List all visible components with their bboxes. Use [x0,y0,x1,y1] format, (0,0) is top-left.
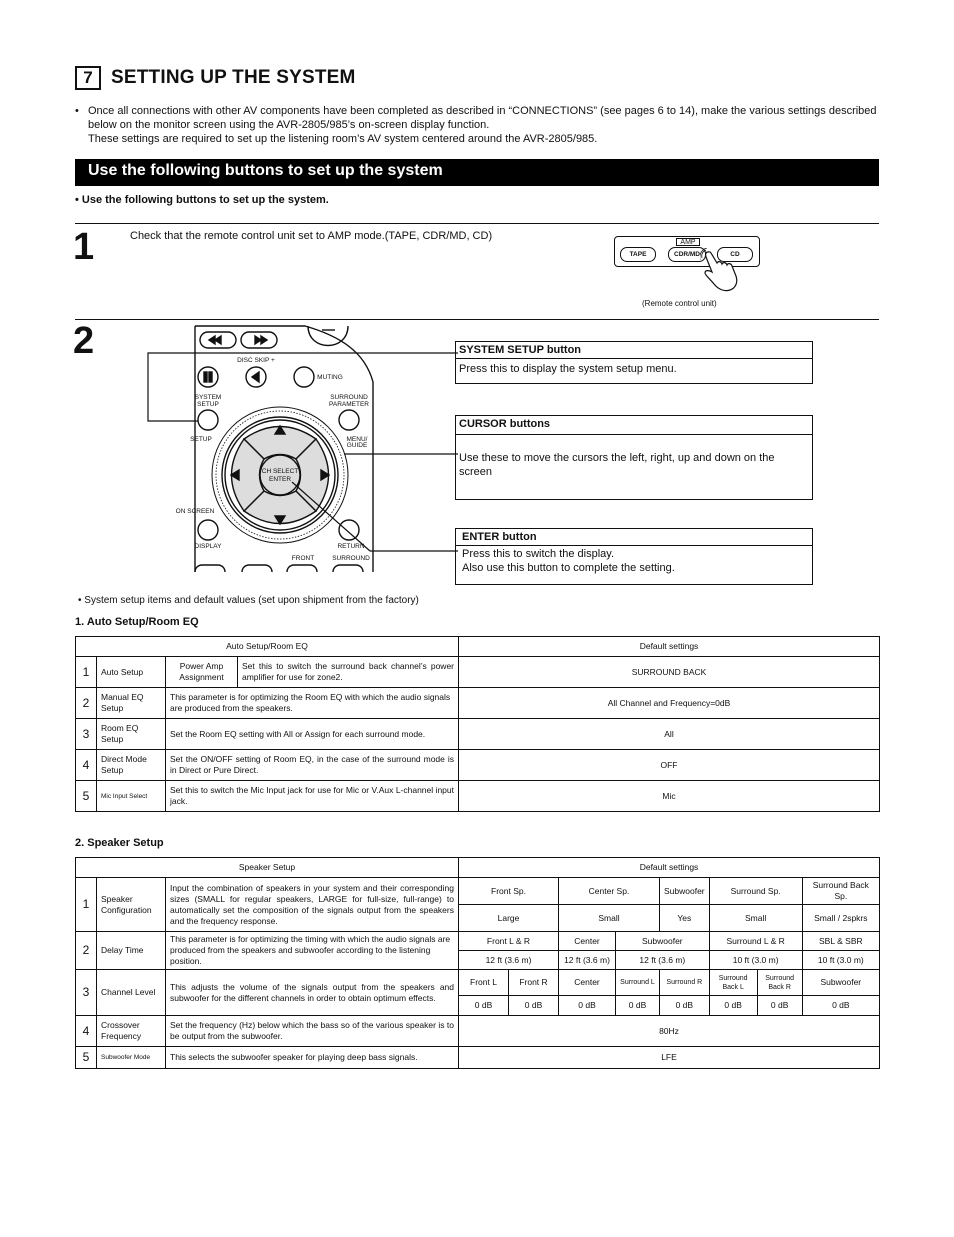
table-header [76,637,880,657]
display-label: DISPLAY [194,543,222,550]
ch-select-label: CH SELECT [261,468,299,475]
row-name: Delay Time [97,932,166,970]
table-row [76,1047,880,1069]
cd-button: CD [717,247,753,262]
on-screen-label: ON SCREEN [175,508,215,515]
cell-header: SBL & SBR [802,932,879,951]
disc-skip-label: DISC SKIP + [237,357,275,364]
row-description: Set the Room EQ setting with All or Assign for each surround mode. [166,719,459,750]
intro-line-1: Once all connections with other AV components have been completed as described in “CONNECTIONS” (see pages 6 to 14), make the various settings described below on the monitor screen using the AVR-2805/985’s on-screen display function. [88,105,877,131]
table-row [76,750,880,781]
defaults-note: • System setup items and default values (set upon shipment from the factory) [78,595,419,606]
row-description: This parameter is for optimizing the Room EQ with which the audio signals are produced from the speakers. [166,688,459,719]
row-description: This adjusts the volume of the signals output from the speakers and subwoofer for the different channels in order to obtain optimum effects. [166,970,459,1016]
row-name: Direct Mode Setup [97,750,166,781]
cell-header: Surround Back Sp. [802,878,879,905]
table-row [76,932,880,951]
section-header [75,66,356,90]
parameter-label: PARAMETER [329,401,369,408]
table-header [76,858,880,878]
row-name: Room EQ Setup [97,719,166,750]
cell-value: 0 dB [616,996,660,1016]
tape-button: TAPE [620,247,656,262]
table-row [76,719,880,750]
table-row [76,878,880,905]
speaker-setup-table [75,857,880,1069]
enter-box-body [456,546,812,578]
step-1-number: 1 [73,226,95,268]
row-name: Auto Setup [97,657,166,688]
setup-button-label: SETUP [190,436,212,443]
table-header-right: Default settings [459,637,880,657]
cell-value: 0 dB [757,996,802,1016]
step-2-number: 2 [73,320,95,362]
row-description: Set this to switch the Mic Input jack for use for Mic or V.Aux L-channel input jack. [166,781,459,812]
cell-value: 12 ft (3.6 m) [459,951,559,970]
row-number: 3 [76,970,97,1016]
enter-box-title: ENTER button [456,529,812,546]
intro-line-2: These settings are required to set up the listening room’s AV system centered around the AVR-2805/985. [88,133,598,145]
row-number: 5 [76,1047,97,1069]
row-default: 80Hz [459,1016,880,1047]
table-row [76,657,880,688]
row-name: Subwoofer Mode [97,1047,166,1069]
enter-box [455,528,813,585]
row-name: Channel Level [97,970,166,1016]
cursor-box-title: CURSOR buttons [456,416,812,435]
cell-header: Surround R [660,970,710,996]
cdr-md-button: CDR/MD [668,247,706,262]
table-header-left: Speaker Setup [76,858,459,878]
cell-value: 0 dB [559,996,616,1016]
remote-caption: (Remote control unit) [642,299,717,308]
cell-value: Yes [660,905,710,932]
system-setup-box-title: SYSTEM SETUP button [456,342,812,359]
enter-box-line-2: Also use this button to complete the setting. [462,562,675,574]
surround-bottom-label: SURROUND [332,555,370,562]
divider [75,319,879,320]
system-label: SYSTEM [194,394,222,401]
hand-icon [700,248,740,296]
row-description: This parameter is for optimizing the timing with which the audio signals are produced from the speakers and subwoofer according to the listening position. [166,932,459,970]
cell-header: Subwoofer [616,932,710,951]
row-number: 4 [76,1016,97,1047]
row-number: 3 [76,719,97,750]
cell-value: Small / 2spkrs [802,905,879,932]
row-sub-item: Power Amp Assignment [166,657,238,688]
cell-header: Surround Back L [709,970,757,996]
cell-header: Front R [509,970,559,996]
row-number: 4 [76,750,97,781]
cell-value: 10 ft (3.0 m) [802,951,879,970]
row-default: OFF [459,750,880,781]
table-row [76,781,880,812]
cell-value: Small [709,905,802,932]
cell-value: 0 dB [459,996,509,1016]
table-2-title: 2. Speaker Setup [75,837,164,849]
cell-value: Small [559,905,660,932]
menu-label: MENU/ [346,436,368,443]
row-number: 1 [76,878,97,932]
buttons-bullet: • Use the following buttons to set up the system. [75,194,329,206]
row-description: Set this to switch the surround back channel’s power amplifier for use for zone2. [238,657,459,688]
table-header-left: Auto Setup/Room EQ [76,637,459,657]
guide-label: GUIDE [346,442,368,449]
table-header-right: Default settings [459,858,880,878]
amp-label: AMP [676,238,700,246]
row-description: Set the frequency (Hz) below which the bass so of the various speaker is to be output from the subwoofer. [166,1016,459,1047]
cell-header: Front Sp. [459,878,559,905]
table-row [76,970,880,996]
cell-header: Center [559,970,616,996]
setup-label: SETUP [197,401,219,408]
step-1-text: Check that the remote control unit set to AMP mode.(TAPE, CDR/MD, CD) [130,230,493,242]
row-default: LFE [459,1047,880,1069]
cell-header: Center [559,932,616,951]
table-row [76,1016,880,1047]
cell-value: 12 ft (3.6 m) [559,951,616,970]
cursor-box-body: Use these to move the cursors the left, right, up and down on the screen [459,452,775,478]
muting-label: MUTING [317,374,343,381]
intro [75,104,885,146]
cell-header: Front L & R [459,932,559,951]
cell-header: Subwoofer [802,970,879,996]
front-label: FRONT [291,555,315,562]
row-default: All [459,719,880,750]
cell-header: Surround Back R [757,970,802,996]
row-number: 2 [76,932,97,970]
cell-header: Front L [459,970,509,996]
cell-value: 12 ft (3.6 m) [616,951,710,970]
cell-header: Subwoofer [660,878,710,905]
row-default: Mic [459,781,880,812]
cell-header: Surround Sp. [709,878,802,905]
row-description: Input the combination of speakers in your system and their corresponding sizes (SMALL for regular speakers, LARGE for full-size, full-range) to automatically set the composition of the signals output from the speakers and the frequency response. [166,878,459,932]
buttons-heading-bar: Use the following buttons to set up the system [75,159,879,186]
table-1-title: 1. Auto Setup/Room EQ [75,616,199,628]
cell-header: Center Sp. [559,878,660,905]
row-name: Speaker Configuration [97,878,166,932]
cell-value: 0 dB [709,996,757,1016]
intro-bullet: • [75,105,79,117]
divider [75,223,879,224]
row-name: Crossover Frequency [97,1016,166,1047]
system-setup-box [455,341,813,384]
cell-header: Surround L [616,970,660,996]
cell-value: 0 dB [802,996,879,1016]
surround-label: SURROUND [330,394,368,401]
auto-setup-table [75,636,880,812]
return-label: RETURN [337,543,365,550]
row-default: All Channel and Frequency=0dB [459,688,880,719]
section-title: SETTING UP THE SYSTEM [111,67,356,88]
cell-header: Surround L & R [709,932,802,951]
table-row [76,688,880,719]
section-number: 7 [75,66,101,90]
row-number: 5 [76,781,97,812]
row-name: Mic Input Select [97,781,166,812]
row-number: 2 [76,688,97,719]
enter-label: ENTER [268,476,292,483]
cell-value: 0 dB [660,996,710,1016]
row-name: Manual EQ Setup [97,688,166,719]
enter-box-line-1: Press this to switch the display. [462,548,615,560]
cell-value: 10 ft (3.0 m) [709,951,802,970]
leader-lines [140,350,460,555]
cursor-box [455,415,813,500]
row-description: Set the ON/OFF setting of Room EQ, in the case of the surround mode is in Direct or Pure Direct. [166,750,459,781]
system-setup-box-body: Press this to display the system setup menu. [459,363,677,375]
row-description: This selects the subwoofer speaker for playing deep bass signals. [166,1047,459,1069]
row-default: SURROUND BACK [459,657,880,688]
cell-value: 0 dB [509,996,559,1016]
cell-value: Large [459,905,559,932]
row-number: 1 [76,657,97,688]
